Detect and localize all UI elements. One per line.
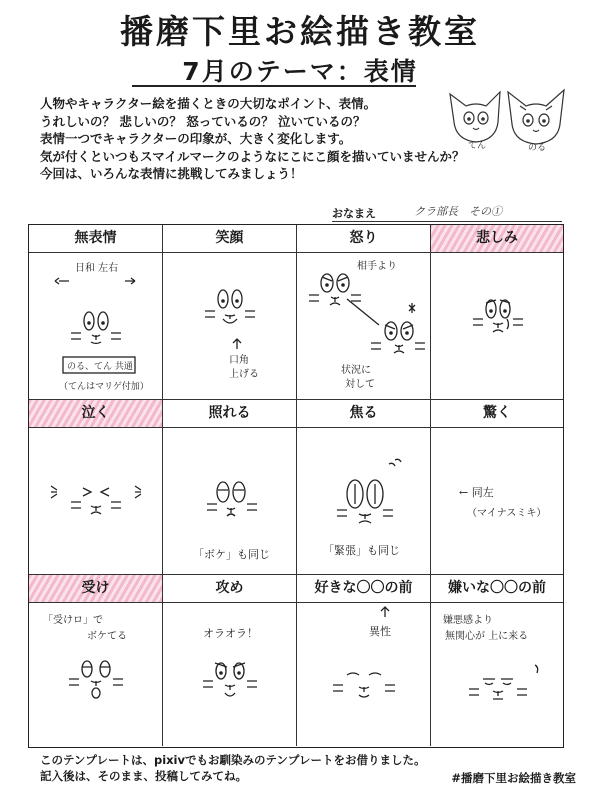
cell-note: 日和 左右 [75, 263, 119, 274]
cell-expressionless [29, 225, 163, 400]
cell-label: 好きな〇〇の前 [297, 575, 430, 603]
cell-label: 照れる [163, 400, 296, 428]
face-drawing [163, 603, 297, 746]
intro-line: 今回は、いろんな表情に挑戦してみましょう！ [40, 166, 303, 181]
cell-label: 笑顔 [163, 225, 296, 253]
cell-note: オラオラ！ [203, 627, 258, 640]
face-drawing [431, 253, 563, 400]
page-title: 播磨下里お絵描き教室 [120, 12, 480, 51]
cell-note: 「緊張」も同じ [323, 544, 400, 557]
cell-uke [29, 575, 163, 746]
cell-label: 悲しみ [431, 225, 563, 253]
cell-label: 驚く [431, 400, 563, 428]
cell-note: 嫌悪感より [443, 615, 493, 626]
cell-note: 異性 [369, 625, 391, 638]
intro-line: 気が付くといつもスマイルマークのようなにこにこ顔を描いていませんか？ [40, 148, 465, 164]
cell-label: 無表情 [29, 225, 162, 253]
face-drawing [297, 603, 431, 746]
cell-label: 怒り [297, 225, 430, 253]
intro-line: 表情一つでキャラクターの印象が、大きく変化します。 [40, 131, 352, 146]
theme-heading: 7月のテーマ：表情 [182, 57, 418, 86]
intro-line: うれしいの？ 悲しいの？ 怒っているの？ 泣いているの？ [40, 113, 366, 129]
cell-note: ボケてる [87, 631, 127, 642]
cell-crying [29, 400, 163, 575]
cell-flustered [297, 400, 431, 575]
expression-grid [28, 224, 564, 748]
cell-note: ← 同左 [459, 486, 494, 499]
cat-illustration [442, 80, 582, 160]
cell-note: 口角 [229, 355, 249, 366]
cell-note: 上げる [229, 369, 259, 380]
cell-note: （てんはマリゲ付加） [59, 382, 149, 392]
face-drawing [431, 603, 563, 746]
cell-label: 受け [29, 575, 162, 603]
cell-disliked-person [431, 575, 563, 746]
face-drawing [29, 428, 163, 575]
cell-label: 焦る [297, 400, 430, 428]
theme-underline [132, 85, 416, 87]
cat-faces-drawing [442, 80, 582, 160]
face-drawing [29, 603, 163, 746]
cell-smile [163, 225, 297, 400]
cell-surprise [431, 400, 563, 575]
footer-line: このテンプレートは、pixivでもお馴染みのテンプレートをお借りました。 [40, 753, 426, 767]
cell-note: 「受けロ」で [43, 615, 103, 626]
cell-anger [297, 225, 431, 400]
footer-line: 記入後は、そのまま、投稿してみてね。 [40, 769, 247, 783]
intro-text [40, 95, 480, 183]
cell-note: 無関心が 上に来る [445, 631, 529, 642]
cat-label-noru: のる [528, 143, 547, 153]
cell-note: 相手より [357, 261, 397, 272]
name-label: おなまえ [332, 207, 376, 220]
cell-note: （マイナスミキ） [467, 508, 547, 519]
cell-embarrassed [163, 400, 297, 575]
cat-label-ten: てん [468, 141, 487, 151]
name-value: クラ部長 その① [414, 205, 502, 218]
intro-line: 人物やキャラクター絵を描くときの大切なポイント、表情。 [40, 96, 377, 111]
cell-label: 攻め [163, 575, 296, 603]
cell-liked-person [297, 575, 431, 746]
cell-seme [163, 575, 297, 746]
cell-note: 「ボケ」も同じ [193, 548, 270, 561]
cell-label: 嫌いな〇〇の前 [431, 575, 563, 603]
name-field [332, 204, 562, 222]
cell-note: 状況に [341, 365, 371, 376]
hashtag: #播磨下里お絵描き教室 [451, 771, 576, 785]
cell-note: のる、てん 共通 [67, 362, 133, 372]
cell-sadness [431, 225, 563, 400]
face-drawing [29, 253, 163, 400]
cell-note: 対して [345, 379, 375, 390]
cell-label: 泣く [29, 400, 162, 428]
